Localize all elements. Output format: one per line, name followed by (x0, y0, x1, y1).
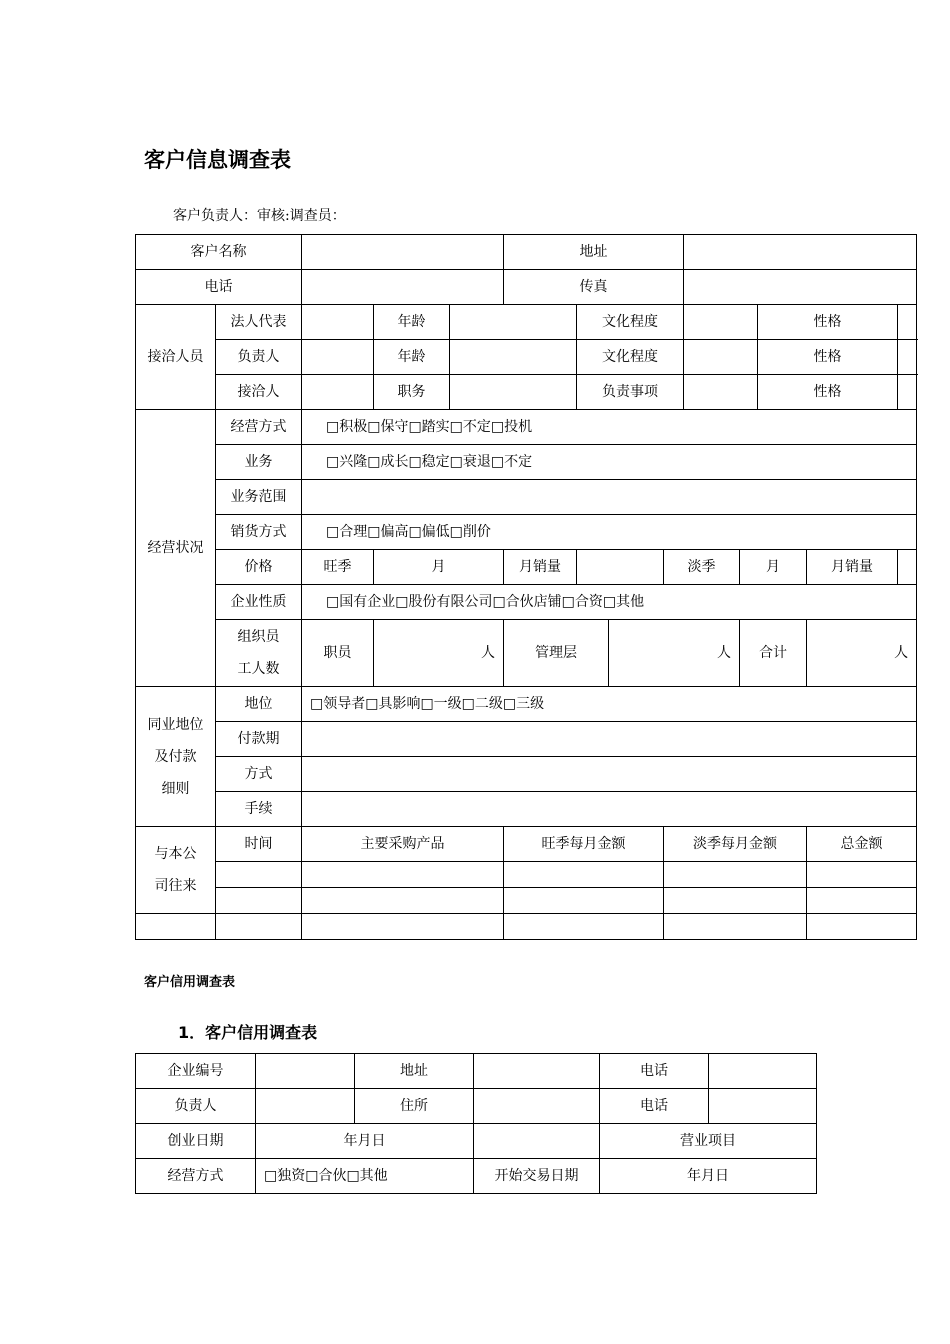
address-field[interactable] (684, 235, 917, 270)
table-row (136, 792, 917, 827)
table-row (136, 1124, 817, 1159)
education-field[interactable] (684, 340, 758, 375)
education-label: 文化程度 (577, 340, 684, 375)
table-row (136, 914, 917, 940)
peak-monthly-sales-label: 月销量 (504, 550, 577, 585)
dealings-cell[interactable] (504, 888, 664, 914)
off-month-label: 月 (740, 550, 807, 585)
company-no-field[interactable] (256, 1054, 355, 1089)
business-mode-options[interactable]: □积极□保守□踏实□不定□投机 (302, 410, 917, 445)
table-row (136, 687, 917, 722)
table-row (136, 550, 917, 585)
personality-field[interactable] (898, 305, 917, 340)
legal-rep-label: 法人代表 (216, 305, 302, 340)
phone-label: 电话 (136, 270, 302, 305)
status-options[interactable]: □领导者□具影响□一级□二级□三级 (302, 687, 917, 722)
peak-amount-header: 旺季每月金额 (504, 827, 664, 862)
table-row (136, 827, 917, 862)
phone-field[interactable] (302, 270, 504, 305)
person-in-charge-field[interactable] (302, 340, 374, 375)
credit-subheading: 客户信用调查表 (144, 975, 236, 990)
main-products-header: 主要采购产品 (302, 827, 504, 862)
education-label: 文化程度 (577, 305, 684, 340)
dealings-cell[interactable] (807, 862, 917, 888)
legal-rep-field[interactable] (302, 305, 374, 340)
personality-field[interactable] (898, 340, 917, 375)
section-title: 1．客户信用调查表 (178, 1023, 318, 1042)
off-monthly-sales-field[interactable] (898, 550, 917, 585)
table-row (136, 888, 917, 914)
residence-field[interactable] (474, 1089, 600, 1124)
management-label: 管理层 (504, 620, 609, 687)
table-row (136, 410, 917, 445)
sales-mode-options[interactable]: □合理□偏高□偏低□削价 (302, 515, 917, 550)
table-row (136, 515, 917, 550)
age-field[interactable] (450, 305, 577, 340)
responsibility-label: 负责事项 (577, 375, 684, 410)
dealings-cell[interactable] (504, 914, 664, 940)
peak-monthly-sales-field[interactable] (577, 550, 664, 585)
business-mode-label: 经营方式 (216, 410, 302, 445)
dealings-cell[interactable] (216, 862, 302, 888)
age-field[interactable] (450, 340, 577, 375)
business-group-label: 经营状况 (136, 410, 216, 687)
total-amount-header: 总金额 (807, 827, 917, 862)
dealings-cell[interactable] (664, 888, 807, 914)
table-row (136, 862, 917, 888)
off-amount-header: 淡季每月金额 (664, 827, 807, 862)
phone-field[interactable] (709, 1054, 817, 1089)
phone-field[interactable] (709, 1089, 817, 1124)
business-items-label: 营业项目 (600, 1124, 817, 1159)
personality-field[interactable] (898, 375, 917, 410)
address-label: 地址 (355, 1054, 474, 1089)
table-row (136, 235, 917, 270)
total-count-field[interactable]: 人 (807, 620, 917, 687)
peak-season-label: 旺季 (302, 550, 374, 585)
table-row (136, 1089, 817, 1124)
time-header: 时间 (216, 827, 302, 862)
page-title: 客户信息调查表 (144, 148, 291, 172)
dealings-cell[interactable] (302, 862, 504, 888)
payment-period-label: 付款期 (216, 722, 302, 757)
peak-month-label: 月 (374, 550, 504, 585)
procedure-field[interactable] (302, 792, 917, 827)
enterprise-nature-options[interactable]: □国有企业□股份有限公司□合伙店铺□合资□其他 (302, 585, 917, 620)
method-field[interactable] (302, 757, 917, 792)
trade-start-date-field[interactable]: 年月日 (600, 1159, 817, 1194)
dealings-cell[interactable] (136, 914, 216, 940)
table-row (136, 620, 917, 687)
method-label: 方式 (216, 757, 302, 792)
fax-field[interactable] (684, 270, 917, 305)
contact-person-label: 接洽人 (216, 375, 302, 410)
staff-count-label: 组织员 工人数 (216, 620, 302, 687)
person-in-charge-label: 负责人 (136, 1089, 256, 1124)
table-row (136, 375, 917, 410)
dealings-cell[interactable] (664, 862, 807, 888)
credit-info-table (135, 1053, 817, 1194)
dealings-cell[interactable] (302, 914, 504, 940)
status-label: 地位 (216, 687, 302, 722)
business-label: 业务 (216, 445, 302, 480)
business-scope-label: 业务范围 (216, 480, 302, 515)
dealings-cell[interactable] (664, 914, 807, 940)
founding-date-label: 创业日期 (136, 1124, 256, 1159)
reviewer-line: 客户负责人：审核:调查员： (173, 208, 346, 224)
phone-label: 电话 (600, 1089, 709, 1124)
business-mode-label: 经营方式 (136, 1159, 256, 1194)
off-season-label: 淡季 (664, 550, 740, 585)
table-row (136, 1159, 817, 1194)
address-field[interactable] (474, 1054, 600, 1089)
residence-label: 住所 (355, 1089, 474, 1124)
personality-label: 性格 (758, 375, 898, 410)
customer-name-label: 客户名称 (136, 235, 302, 270)
customer-info-table (135, 234, 917, 940)
dealings-cell[interactable] (504, 862, 664, 888)
age-label: 年龄 (374, 305, 450, 340)
fax-label: 传真 (504, 270, 684, 305)
procedure-label: 手续 (216, 792, 302, 827)
payment-period-field[interactable] (302, 722, 917, 757)
employees-label: 职员 (302, 620, 374, 687)
founding-date-field[interactable]: 年月日 (256, 1124, 474, 1159)
age-label: 年龄 (374, 340, 450, 375)
dealings-cell[interactable] (216, 888, 302, 914)
person-in-charge-field[interactable] (256, 1089, 355, 1124)
blank-field[interactable] (474, 1124, 600, 1159)
business-scope-field[interactable] (302, 480, 917, 515)
table-row (136, 340, 917, 375)
customer-name-field[interactable] (302, 235, 504, 270)
table-row (136, 480, 917, 515)
table-row (136, 585, 917, 620)
company-no-label: 企业编号 (136, 1054, 256, 1089)
address-label: 地址 (504, 235, 684, 270)
education-field[interactable] (684, 305, 758, 340)
dealings-cell[interactable] (807, 888, 917, 914)
price-label: 价格 (216, 550, 302, 585)
dealings-group-label: 与本公 司往来 (136, 827, 216, 914)
sales-mode-label: 销货方式 (216, 515, 302, 550)
position-label: 职务 (374, 375, 450, 410)
dealings-cell[interactable] (302, 888, 504, 914)
personality-label: 性格 (758, 340, 898, 375)
total-label: 合计 (740, 620, 807, 687)
person-in-charge-label: 负责人 (216, 340, 302, 375)
business-options[interactable]: □兴隆□成长□稳定□衰退□不定 (302, 445, 917, 480)
table-row (136, 270, 917, 305)
table-row (136, 305, 917, 340)
industry-group-label: 同业地位 及付款 细则 (136, 687, 216, 827)
personality-label: 性格 (758, 305, 898, 340)
off-monthly-sales-label: 月销量 (807, 550, 898, 585)
contact-person-field[interactable] (302, 375, 374, 410)
employees-count-field[interactable]: 人 (374, 620, 504, 687)
table-row (136, 1054, 817, 1089)
table-row (136, 445, 917, 480)
table-row (136, 757, 917, 792)
dealings-cell[interactable] (216, 914, 302, 940)
position-field[interactable] (450, 375, 577, 410)
enterprise-nature-label: 企业性质 (216, 585, 302, 620)
contact-group-label: 接洽人员 (136, 305, 216, 410)
phone-label: 电话 (600, 1054, 709, 1089)
dealings-cell[interactable] (807, 914, 917, 940)
management-count-field[interactable]: 人 (609, 620, 740, 687)
responsibility-field[interactable] (684, 375, 758, 410)
trade-start-date-label: 开始交易日期 (474, 1159, 600, 1194)
table-row (136, 722, 917, 757)
business-mode-options[interactable]: □独资□合伙□其他 (256, 1159, 474, 1194)
